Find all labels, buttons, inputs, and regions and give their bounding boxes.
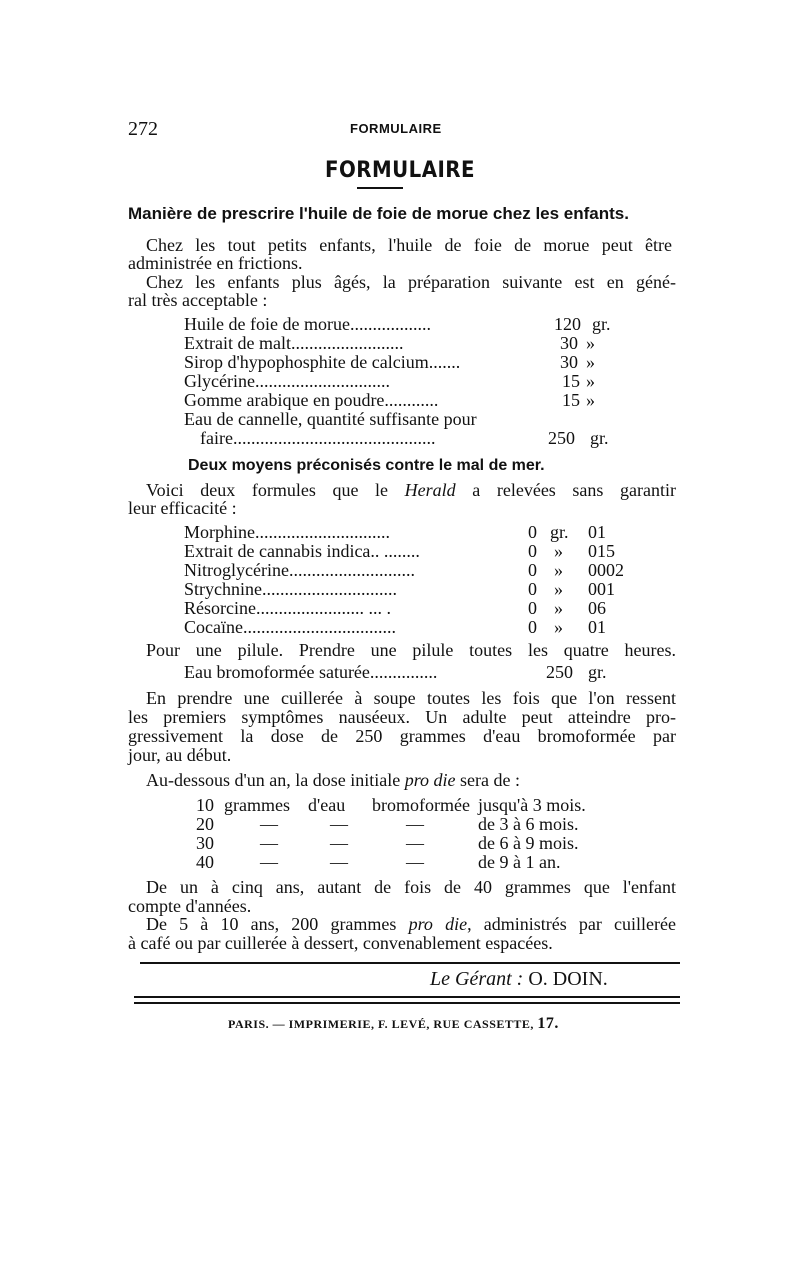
quantity: 0 <box>528 617 537 637</box>
ingredient: Glycérine.............................. <box>184 371 390 391</box>
paragraph-line: jour, au début. <box>128 745 232 765</box>
quantity: 0 <box>528 522 537 542</box>
ingredient: Sirop d'hypophosphite de calcium....... <box>184 352 461 372</box>
ingredient: Morphine.............................. <box>184 522 390 542</box>
signature-rule <box>140 962 680 964</box>
unit: » <box>586 352 595 372</box>
unit: gr. <box>592 314 611 334</box>
dose-amount: 30 <box>196 833 214 853</box>
title-underline <box>357 187 403 189</box>
signature-name: O. DOIN. <box>528 968 608 990</box>
paragraph-line: De un à cinq ans, autant de fois de 40 grammes que l'enfant <box>146 877 676 897</box>
paragraph-line: ral très acceptable : <box>128 290 268 310</box>
ingredient: Extrait de malt......................... <box>184 333 404 353</box>
paragraph-line: Voici deux formules que le Herald a relevées sans garantir <box>146 480 676 500</box>
decimal: 015 <box>588 541 615 561</box>
ingredient: Cocaïne.................................. <box>184 617 396 637</box>
ingredient: faire............................................. <box>200 428 436 448</box>
paragraph-line: Chez les enfants plus âgés, la préparation suivante est en géné- <box>146 272 676 292</box>
decimal: 01 <box>588 522 606 542</box>
section2-heading: Deux moyens préconisés contre le mal de mer. <box>188 457 545 474</box>
ingredient: Eau bromoformée saturée............... <box>184 662 438 682</box>
footer-rule <box>134 1002 680 1004</box>
paragraph-line: Chez les tout petits enfants, l'huile de foie de morue peut être <box>146 235 672 255</box>
dose-range: de 6 à 9 mois. <box>478 833 579 853</box>
footer-rule <box>134 996 680 998</box>
dose-range: de 3 à 6 mois. <box>478 814 579 834</box>
quantity: 250 <box>546 662 573 682</box>
paragraph-line: leur efficacité : <box>128 498 237 518</box>
paragraph-line: administrée en frictions. <box>128 253 303 273</box>
paragraph-line: compte d'années. <box>128 896 252 916</box>
dose-amount: 40 <box>196 852 214 872</box>
unit: » <box>586 371 595 391</box>
unit: » <box>554 560 563 580</box>
quantity: 250 <box>548 428 575 448</box>
ingredient: Nitroglycérine............................ <box>184 560 415 580</box>
unit: » <box>554 598 563 618</box>
quantity: 120 <box>554 314 581 334</box>
dose-amount: 20 <box>196 814 214 834</box>
paragraph-line: Au-dessous d'un an, la dose initiale pro die sera de : <box>146 770 520 790</box>
ingredient: Résorcine........................ ... . <box>184 598 391 618</box>
quantity: 15 <box>562 371 580 391</box>
unit: » <box>554 617 563 637</box>
unit: gr. <box>550 522 569 542</box>
running-title: FORMULAIRE <box>350 121 442 136</box>
ingredient: Gomme arabique en poudre............ <box>184 390 439 410</box>
unit: » <box>554 541 563 561</box>
dose-range: jusqu'à 3 mois. <box>478 795 586 815</box>
quantity: 0 <box>528 598 537 618</box>
page-title: FORMULAIRE <box>325 158 475 183</box>
dose-range: de 9 à 1 an. <box>478 852 561 872</box>
ingredient: Huile de foie de morue.................. <box>184 314 431 334</box>
decimal: 01 <box>588 617 606 637</box>
paragraph-line: gressivement la dose de 250 grammes d'eau bromoformée par <box>128 726 676 746</box>
unit: » <box>586 333 595 353</box>
decimal: 0002 <box>588 560 624 580</box>
paragraph-line: De 5 à 10 ans, 200 grammes pro die, administrés par cuillerée <box>146 914 677 934</box>
quantity: 0 <box>528 579 537 599</box>
page: 272 FORMULAIRE FORMULAIRE Manière de prescrire l'huile de foie de morue chez les enfants. Chez les tout petits enfants, l'huile de foie de morue peut être administrée en frictions. Chez les enfants plus âgés, la préparation suivante est en géné- ral très acceptable : Huile de foie de morue.................. 120 gr. Extrait de malt......................... 30 » Sirop d'hypophosphite de calcium....... 30 » Glycérine.............................. 15 » Gomme arabique en poudre............ 15 » Eau de cannelle, quantité suffisante pour faire............................................. 250 gr. Deux moyens préconisés contre le mal de mer. Voici deux formules que le Herald a relevées sans garantir leur efficacité : Morphine.............................. 0 gr. 01 Extrait de cannabis indica.. ........ 0 » 015 Nitroglycérine............................ 0 » 0002 Strychnine.............................. 0 » 001 Résorcine........................ ... . 0 » 06 Cocaïne.................................. 0 » 01 Pour une pilule. Prendre une pilule toutes les quatre heures. Eau bromoformée saturée............... 250 gr. En prendre une cuillerée à soupe toutes les fois que l'on ressent les premiers symptômes nauséeux. Un adulte peut atteindre pro- gressivement la dose de 250 grammes d'eau bromoformée par jour, au début. Au-dessous d'un an, la dose initiale pro die sera de : 10 grammes d'eau bromoformée jusqu'à 3 mois. 20 — — — de 3 à 6 mois. 30 — — — de 6 à 9 mois. 40 — — — de 9 à 1 an. De un à cinq ans, autant de fois de 40 grammes que l'enfant compte d'années. De 5 à 10 ans, 200 grammes pro die, administrés par cuillerée à café ou par cuillerée à dessert, convenablement espacées. Le Gérant : O. DOIN. PARIS. — IMPRIMERIE, F. LEVÉ, RUE CASSETTE, 17. <box>0 0 800 1262</box>
unit: » <box>586 390 595 410</box>
pill-instruction: Pour une pilule. Prendre une pilule toutes les quatre heures. <box>146 640 676 660</box>
quantity: 30 <box>560 352 578 372</box>
paragraph-line: En prendre une cuillerée à soupe toutes les fois que l'on ressent <box>146 688 676 708</box>
running-header <box>128 118 678 140</box>
unit: » <box>554 579 563 599</box>
signature <box>430 968 608 991</box>
decimal: 001 <box>588 579 615 599</box>
paragraph-line: les premiers symptômes nauséeux. Un adulte peut atteindre pro- <box>128 707 676 727</box>
quantity: 30 <box>560 333 578 353</box>
quantity: 15 <box>562 390 580 410</box>
section1-heading: Manière de prescrire l'huile de foie de morue chez les enfants. <box>128 204 629 223</box>
ingredient: Extrait de cannabis indica.. ........ <box>184 541 420 561</box>
unit: gr. <box>588 662 607 682</box>
quantity: 0 <box>528 560 537 580</box>
quantity: 0 <box>528 541 537 561</box>
ingredient: Strychnine.............................. <box>184 579 397 599</box>
signature-label: Le Gérant : <box>430 968 524 990</box>
page-number: 272 <box>128 118 158 140</box>
printer-imprint: PARIS. — IMPRIMERIE, F. LEVÉ, RUE CASSETTE, 17. <box>228 1015 559 1032</box>
unit: gr. <box>590 428 609 448</box>
ingredient: Eau de cannelle, quantité suffisante pour <box>184 409 477 429</box>
paragraph-line: à café ou par cuillerée à dessert, convenablement espacées. <box>128 933 553 953</box>
dose-amount: 10 <box>196 795 214 815</box>
decimal: 06 <box>588 598 606 618</box>
